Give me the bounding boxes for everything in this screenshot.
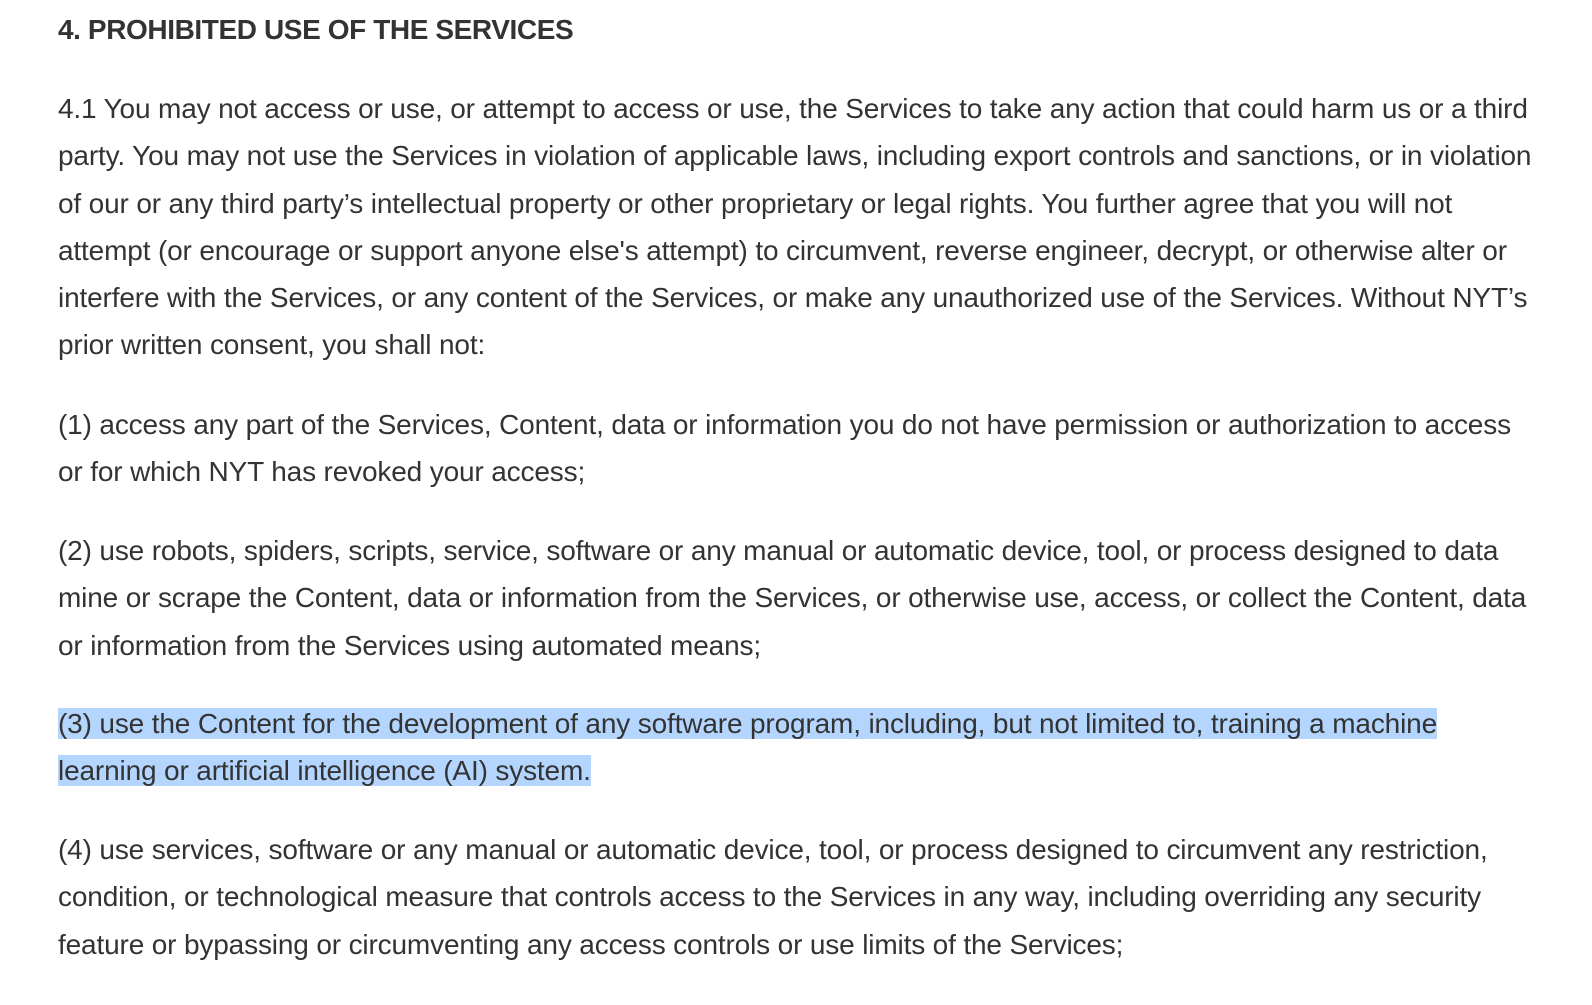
list-item-1: (1) access any part of the Services, Content, data or information you do not have permission or authorization to access or for which NYT has revoked your access; <box>58 409 1511 488</box>
list-item-2: (2) use robots, spiders, scripts, service, software or any manual or automatic device, tool, or process designed to data mine or scrape the Content, data or information from the Services, or otherwise use, access, or collect the Content, data or information from the Services using automated means; <box>58 535 1527 661</box>
selected-text-highlight[interactable]: (3) use the Content for the development of any software program, including, but not limited to, training a machine learning or artificial intelligence (AI) system. <box>58 708 1438 787</box>
list-item-3-selected[interactable] <box>58 700 1536 795</box>
list-item-4: (4) use services, software or any manual or automatic device, tool, or process designed to circumvent any restriction, condition, or technological measure that controls access to the Services in any way, including overriding any security feature or bypassing or circumventing any access controls or use limits of the Services; <box>58 834 1488 960</box>
paragraph-4-1: 4.1 You may not access or use, or attempt to access or use, the Services to take any action that could harm us or a third party. You may not use the Services in violation of applicable laws, including export controls and sanctions, or in violation of our or any third party’s intellectual property or other proprietary or legal rights. You further agree that you will not attempt (or encourage or support anyone else's attempt) to circumvent, reverse engineer, decrypt, or otherwise alter or interfere with the Services, or any content of the Services, or make any unauthorized use of the Services. Without NYT’s prior written consent, you shall not: <box>58 93 1532 361</box>
section-heading: 4. PROHIBITED USE OF THE SERVICES <box>58 14 574 45</box>
